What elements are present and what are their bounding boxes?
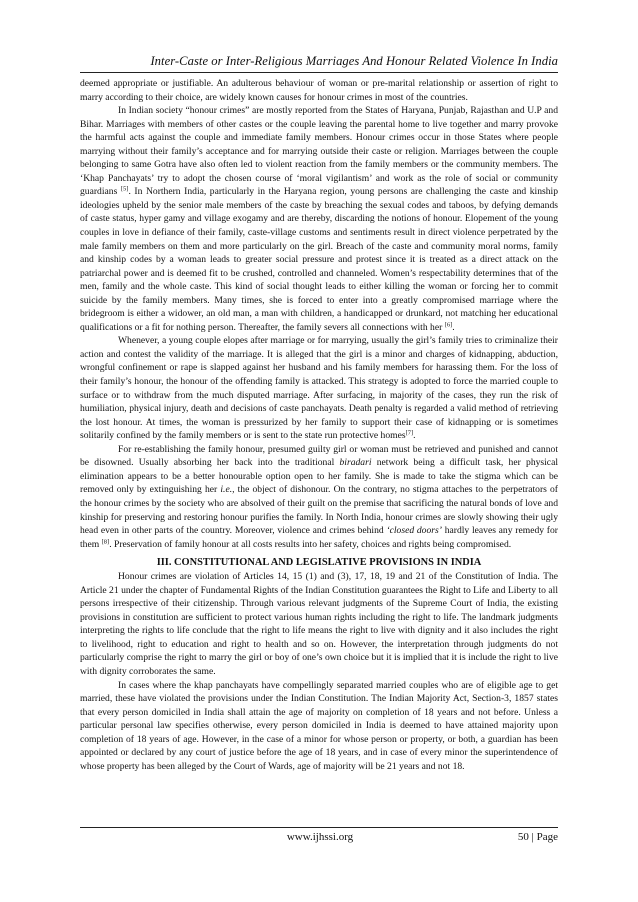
- sentence-end: .: [452, 321, 455, 333]
- footer-rule: [80, 827, 558, 828]
- paragraph-text: . Preservation of family honour at all costs results into her safety, choices and rights being compromised.: [109, 538, 512, 550]
- paragraph-family-honour: [80, 443, 558, 551]
- sentence-end: .: [413, 430, 416, 442]
- italic-term-ie: i.e.,: [220, 484, 235, 496]
- paragraph-constitutional-articles: Honour crimes are violation of Articles 14, 15 (1) and (3), 17, 18, 19 and 21 of the Constitution of India. The Article 21 under the chapter of Fundamental Rights of the Indian Constitution guarantees the Right to Life and Liberty to all persons irrespective of their citizenship. Through various relevant judgments of the Supreme Court of India, the existing provisions in constitution are sufficient to protect various human rights including the right to life. The landmark judgments interpreting the rights to life conclude that the right to life means the right to live with dignity and it also includes the right to livelihood, right to education and right to health and so on. However, the interpretation through judgments do not particularly comprise the right to marry the girl or boy of one’s own choice but it is implied that it is include the right to live with dignity corroborates the same.: [80, 571, 558, 677]
- paragraph-honour-crimes-india: [80, 104, 558, 334]
- paragraph-text: In Indian society “honour crimes” are mostly reported from the States of Haryana, Punjab, Rajasthan and U.P and Bihar. Marriages with members of other castes or the couple leaving the parental home to live together and marry provoke the harmful acts against the couple and immediate family members. Honour crimes occur in those States where people marrying without their family’s acceptance and for marrying outside their caste or religion. Marriages between the couple belonging to same Gotra have also often led to violent reaction from the family members or the community members. The ‘Khap Panchayats’ try to adopt the chosen course of ‘moral vigilantism’ and work as the role of social or community guardians: [80, 105, 558, 198]
- citation-8: [8]: [101, 538, 110, 545]
- paragraph-majority-act: In cases where the khap panchayats have compellingly separated married couples who are of eligible age to get married, these have violated the provisions under the Indian Constitution. The Indian Majority Act, Section-3, 1857 states that every person domiciled in India shall attain the age of majority on completion of 18 years and not before. Unless a particular personal law specifies otherwise, every person domiciled in India is deemed to have attained majority upon completion of 18 years of age. However, in the case of a minor for whose person or property, or both, a guardian has been appointed or declared by any court of justice before the age of 18 years, and in case of every minor the superintendence of whose property has been alleged by the Court of Wards, age of majority will be 21 years and not 18.: [80, 679, 558, 772]
- italic-term-closed-doors: ‘closed doors’: [386, 525, 442, 537]
- footer-url: www.ijhssi.org: [286, 831, 354, 843]
- citation-5: [5]: [120, 185, 129, 193]
- paragraph-text: In Northern India, particularly in the Haryana region, young persons are challenging the caste and kinship ideologies upheld by the senior male members of the caste by breaching the sexual codes and taboos, by defying demands of caste status, hyper gamy and village exogamy and are thereby, discarding the notions of honour. Elopement of the young couples in love in defiance of their family, caste-village customs and sentiments result in direct violence perpetrated by the male family members on them and more particularly on the girl. Breach of the caste and community moral norms, family and kinship codes by a woman leads to greater social pressure and protest since it is treated as a direct attack on the patriarchal power and is deemed fit to be crushed, controlled and channeled. Women’s respectability determines that of the men, family and the whole caste. This kind of social thought leads to either killing the woman or forcing her to commit suicide by the family members. Many times, she is forced to enter into a greatly compromised marriage where the bridegroom is either a widower, an old man, a man with children, a handicapped or drunkard, not matching her educational qualifications or a fit for nothing person. Thereafter, the family severs all connections with her: [80, 186, 558, 333]
- section-heading: III. CONSTITUTIONAL AND LEGISLATIVE PROVISIONS IN INDIA: [156, 557, 482, 569]
- paragraph-elopement: [80, 334, 558, 442]
- footer-page-number: 50 | Page: [517, 831, 558, 843]
- paragraph-text: the object of dishonour. On the contrary, no stigma attaches to the perpetrators of the honour crimes by the society who are absolved of their guilt on the premise that sacrificing the natural bonds of love and kinship for preserving and restoring honour purifies the family. In North India, honour crimes are slowly showing their ugly head even in other parts of the country. Moreover, violence and crimes behind: [80, 484, 558, 537]
- header-rule: [80, 72, 558, 73]
- citation-7: [7]: [405, 429, 414, 437]
- running-header-title: Inter-Caste or Inter-Religious Marriages And Honour Related Violence In India: [150, 54, 558, 68]
- paragraph-text: For re-establishing the family honour, presumed guilty girl or woman must be retrieved and punished and cannot be disowned. Usually absorbing her back into the traditional: [80, 443, 558, 469]
- italic-term-biradari: biradari: [339, 457, 372, 469]
- body-text: [80, 77, 558, 773]
- citation-6: [6]: [444, 321, 453, 329]
- paragraph-text: Whenever, a young couple elopes after marriage or for marrying, usually the girl’s family tries to criminalize their action and contest the validity of the marriage. It is alleged that the girl is a minor and charges of kidnapping, abduction, wrongful confinement or rape is slapped against her husband and his family members for harassing them. For the loss of their family’s honour, the honour of the offending family is attacked. This strategy is adopted to force the married couple to surface or to withdraw from the much disputed marriage. After surfacing, in majority of the cases, they run the risk of humiliation, physical injury, death and decisions of caste panchayats. Death penalty is regarded a valid method of retrieving the lost honour. At times, the woman is pressurized by her family to support their case of kidnapping or is sometimes solitarily confined by the family members or is sent to the state run protective homes: [80, 335, 558, 442]
- paragraph-text: network being a difficult task, her physical elimination appears to be a better honourable option open to her family. She is made to take the stigma which can be removed only by extinguishing her: [80, 457, 558, 496]
- paragraph-continued: deemed appropriate or justifiable. An adulterous behaviour of woman or pre-marital relationship or assertion of right to marry according to their choice, are widely known causes for honour crimes in most of the countries.: [80, 78, 558, 103]
- sentence-end: .: [128, 186, 135, 198]
- paragraph-text: hardly leaves any remedy for them: [80, 525, 558, 550]
